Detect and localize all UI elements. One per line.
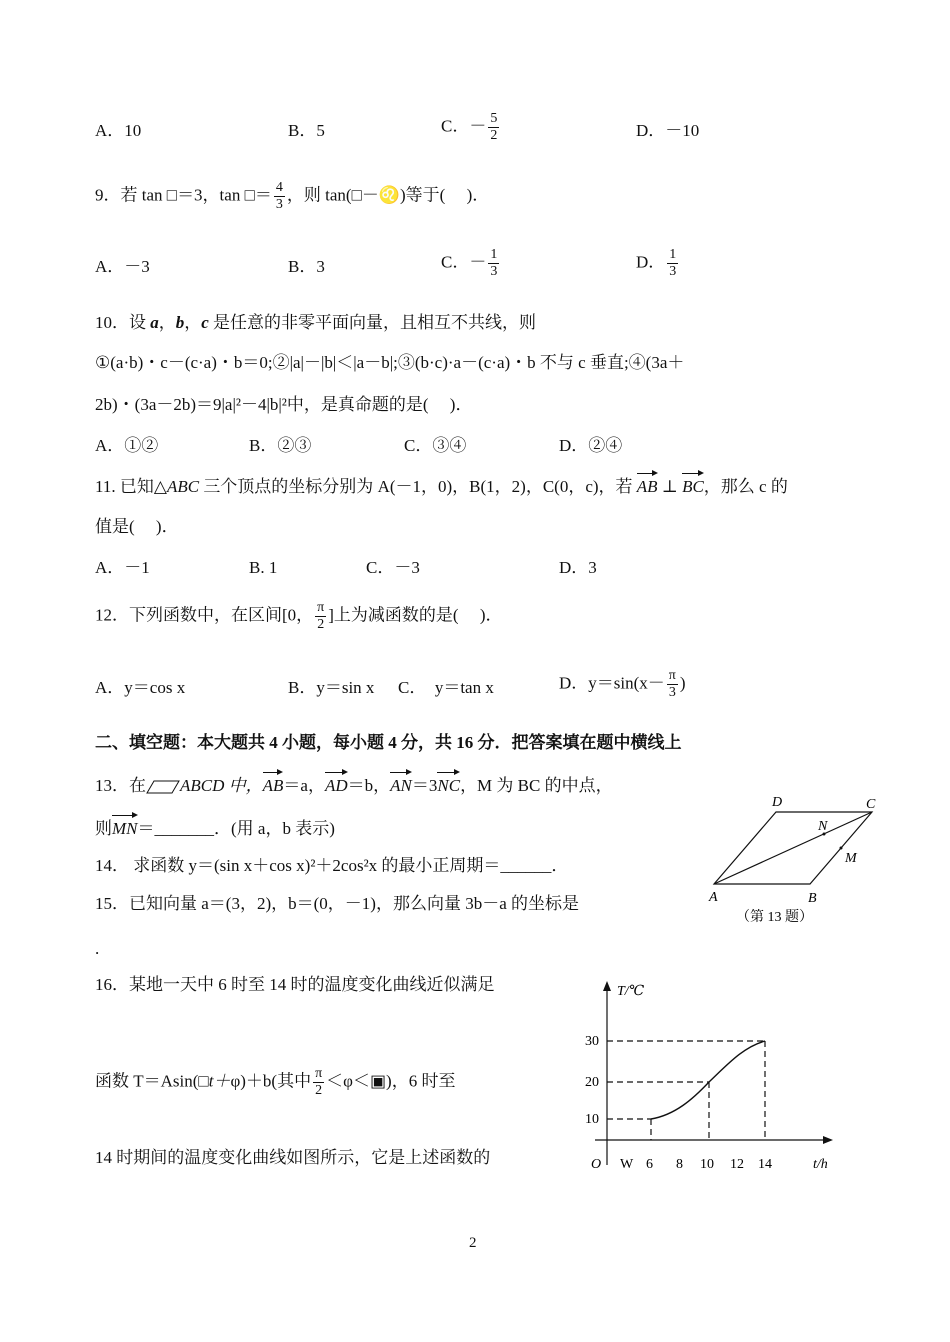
q10-line-2: ①(a·b)・c－(c·a)・b＝0;②|a|－|b|＜|a－b|;③(b·c)·a－(c·a)・b 不与 c 垂直;④(3a＋ [95,353,685,372]
q12-option-b: B．y＝sin x [288,678,375,697]
q12-option-a: A．y＝cos x [95,678,186,697]
q10-option-b: B．②③ [249,436,312,455]
section-2-heading: 二、填空题：本大题共 4 小题，每小题 4 分，共 16 分．把答案填在题中横线上 [95,733,682,752]
y-tick-10: 10 [585,1112,599,1127]
y-axis-label: T/℃ [617,984,645,999]
parallelogram-figure [700,790,900,930]
q11-option-d: D．3 [559,558,597,577]
y-tick-30: 30 [585,1034,599,1049]
q8-option-b: B．5 [288,121,325,140]
q10-option-a: A．①② [95,436,159,455]
page-number: 2 [469,1235,477,1251]
temperature-chart [575,975,845,1180]
x-tick-8: 8 [676,1157,683,1172]
x-tick-6: 6 [646,1157,653,1172]
q10-option-c: C．③④ [404,436,467,455]
q12-option-d: D．y＝sin(x－ $\frac{\pi}{3}$ ) [559,668,686,700]
q13-line-1: 13．在 ABCD 中，AB＝a，AD＝b，AN＝3NC，M 为 BC 的中点， [95,769,613,797]
q10-option-d: D．②④ [559,436,623,455]
label-b: B [808,891,817,906]
q9-option-d: D． $\frac{1}{3}$ [636,247,677,279]
label-m: M [845,851,857,866]
q8-option-a: A．10 [95,121,142,140]
x-axis-label: t/h [813,1157,828,1172]
q11-line-1: 11. 已知△ABC 三个顶点的坐标分别为 A(－1，0)，B(1，2)，C(0，c)，若 AB ⊥ BC，那么 c 的 [95,470,788,498]
parallelogram-icon [146,780,180,794]
label-d: D [772,795,783,810]
q14-line: 14． 求函数 y＝(sin x＋cos x)²＋2cos²x 的最小正周期＝______． [95,856,569,875]
q15-line-2: . [95,939,100,958]
q10-line-3: 2b)・(3a－2b)＝9|a|²－4|b|²中，是真命题的是( )． [95,395,473,414]
axis-break-label: W [620,1157,634,1172]
q13-line-2: 则MN＝_______．(用 a，b 表示) [95,812,335,840]
q15-line-1: 15．已知向量 a＝(3，2)，b＝(0，－1)，那么向量 3b－a 的坐标是 [95,894,579,913]
x-tick-14: 14 [758,1157,772,1172]
q10-line-1: 10．设 a，b，c 是任意的非零平面向量，且相互不共线，则 [95,313,537,332]
q9-stem: 9．若 tan □＝3，tan □＝ $\frac{4}{3}$ ，则 tan(□－♌)等于( )． [95,180,490,212]
q12-option-c: C． y＝tan x [398,678,494,697]
q16-line-2: 函数 T＝Asin(□t＋φ)＋b(其中 $\frac{\pi}{2}$ ＜φ＜▣)，6 时至 [95,1066,456,1098]
y-tick-20: 20 [585,1075,599,1090]
q16-line-1: 16．某地一天中 6 时至 14 时的温度变化曲线近似满足 [95,975,495,994]
q8-option-d: D．－10 [636,121,700,140]
origin-label: O [591,1157,602,1172]
q9-option-b: B．3 [288,257,325,276]
x-tick-12: 12 [730,1157,744,1172]
figure-13-caption: （第 13 题） [736,910,813,925]
q8-option-c: C．－ $\frac{5}{2}$ [441,111,498,143]
label-c: C [866,797,876,812]
q16-line-3: 14 时期间的温度变化曲线如图所示，它是上述函数的 [95,1148,491,1167]
q9-option-a: A．－3 [95,257,150,276]
q11-option-b: B. 1 [249,558,278,577]
vector-ab: AB [637,470,658,498]
q11-option-c: C．－3 [366,558,420,577]
q11-line-2: 值是( )． [95,517,179,536]
vector-bc: BC [682,470,704,498]
label-n: N [818,819,828,834]
q9-option-c: C．－ $\frac{1}{3}$ [441,247,498,279]
label-a: A [709,890,718,905]
q11-option-a: A．－1 [95,558,150,577]
x-tick-10: 10 [700,1157,714,1172]
q12-stem: 12．下列函数中，在区间[0， $\frac{\pi}{2}$ ]上为减函数的是( )． [95,600,503,632]
